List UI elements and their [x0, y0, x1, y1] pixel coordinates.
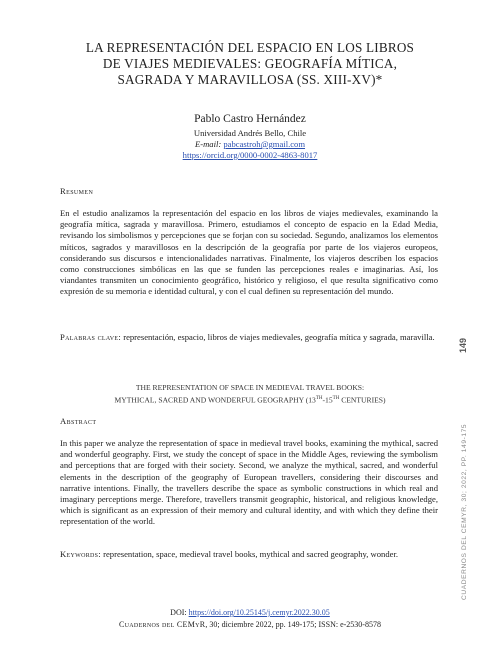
running-header: CUADERNOS DEL CEMYR, 30; 2022, PP. 149-175 [461, 423, 468, 600]
keywords-label-es: Palabras clave: [60, 332, 122, 342]
abstract-keywords [60, 549, 438, 560]
doi-link[interactable]: https://doi.org/10.25145/j.cemyr.2022.30.05 [188, 608, 330, 617]
affiliation: Universidad Andrés Bello, Chile [193, 128, 307, 138]
email-label: E-mail: [194, 139, 222, 149]
abstract-heading: Abstract [60, 416, 97, 426]
citation-line [60, 620, 440, 631]
page-number: 149 [458, 337, 468, 353]
email-link[interactable]: pabcastroh@gmail.com [223, 139, 306, 149]
doi-line [60, 608, 440, 619]
keywords-en: representation, space, medieval travel books, mythical and sacred geography, wonder. [103, 549, 398, 559]
author-name: Pablo Castro Hernández [194, 113, 306, 125]
title-line: LA REPRESENTACIÓN DEL ESPACIO EN LOS LIBROS [85, 40, 415, 55]
journal-name: Cuadernos del CEMyR [119, 620, 206, 629]
orcid-link[interactable]: https://orcid.org/0000-0002-4863-8017 [182, 150, 318, 160]
english-title-line: THE REPRESENTATION OF SPACE IN MEDIEVAL TRAVEL BOOKS: [135, 383, 365, 392]
resumen-text: En el estudio analizamos la representación del espacio en los libros de viajes medievales, examinando la geografía mítica, sagrada y maravillosa. Primero, estudiamos el concepto de espacio en la Edad Media, revisando los simbolismos y percepciones que se forjan con su sociedad. Segundo, analizamos los elementos míticos, sagrados y maravillosos en la descripción de la geografía por parte de los viajeros europeos, considerando sus discursos e intencionalidades narrativas. Finalmente, los viajeros describen los espacios como construcciones simbólicas en las que se funden las percepciones reales e imaginarias. Así, los viandantes transmiten un conocimiento geográfico, histórico y religioso, el que resulta significativo como expresión de su memoria e identidad cultural, y con el cual definen su representación del mundo. [60, 208, 438, 297]
resumen-keywords [60, 332, 438, 343]
keywords-label-en: Keywords: [60, 549, 101, 559]
article-title [60, 40, 440, 88]
keywords-es: representación, espacio, libros de viajes medievales, geografía mítica y sagrada, maravilla. [123, 332, 435, 342]
title-line: SAGRADA Y MARAVILLOSA (SS. XIII-XV)* [117, 72, 383, 87]
citation-details: , 30; diciembre 2022, pp. 149-175; ISSN: e-2530-8578 [205, 620, 381, 629]
doi-label: DOI: [170, 608, 187, 617]
abstract-text: In this paper we analyze the representation of space in medieval travel books, examining the mythical, sacred and wonderful geography. First, we study the concept of space in the Middle Ages, reviewing the symbolism and perceptions that are forged with their society. Second, we analyze the mythical, sacred, and wonderful elements in the description of the geography of European travellers, considering their discourses and narrative intentions. Finally, the travellers describe the space as symbolic constructions in which real and imaginary perceptions merge. Therefore, travellers transmit geographic, historical, and religious knowledge, which is significant as an expression of their memory and cultural identity, and with which they define their representation of the world. [60, 438, 438, 527]
title-line: DE VIAJES MEDIEVALES: GEOGRAFÍA MÍTICA, [102, 56, 398, 71]
resumen-heading: Resumen [60, 186, 94, 196]
email-line [60, 139, 440, 150]
author-affiliation-block [60, 128, 440, 161]
english-title-line: MYTHICAL, SACRED AND WONDERFUL GEOGRAPHY (13TH-15TH CENTURIES) [114, 395, 386, 405]
english-title [60, 383, 440, 406]
